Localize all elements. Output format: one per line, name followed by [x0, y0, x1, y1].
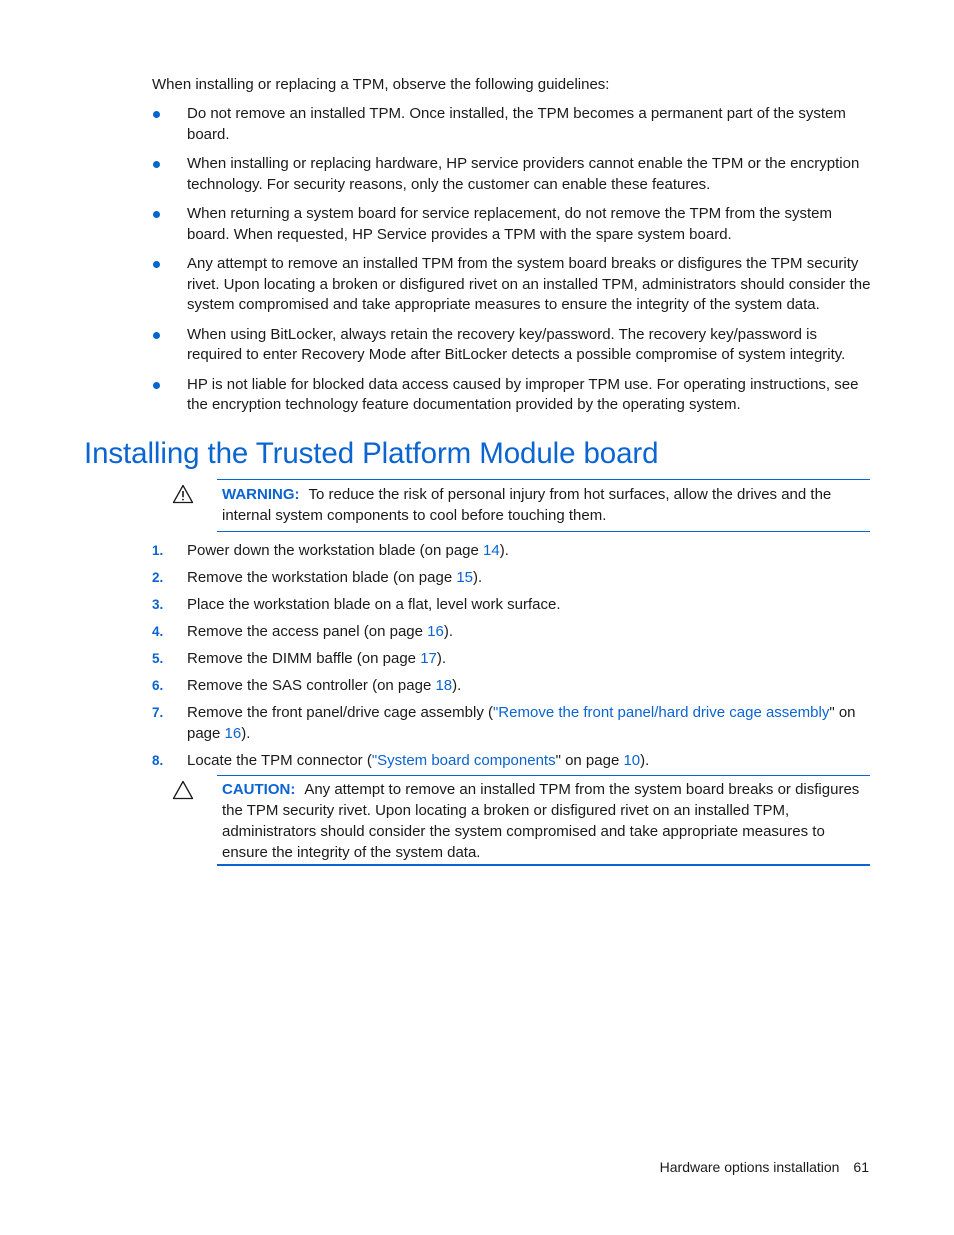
- page-link[interactable]: 16: [224, 725, 242, 742]
- step-item: [152, 567, 872, 588]
- step-text-end: ).: [436, 650, 447, 667]
- bullet-text: When returning a system board for service replacement, do not remove the TPM from the system board. When requested, HP Service provides a TPM with the spare system board.: [187, 205, 832, 243]
- step-text-end: ).: [640, 752, 650, 769]
- bullet-icon: [153, 382, 160, 389]
- guidelines-list: [152, 104, 872, 425]
- list-item: [152, 154, 872, 195]
- page-link[interactable]: 17: [420, 650, 437, 667]
- bullet-icon: [153, 332, 160, 339]
- bullet-icon: [153, 161, 160, 168]
- step-number: 5.: [152, 651, 164, 666]
- list-item: [152, 104, 872, 145]
- bullet-text: Do not remove an installed TPM. Once installed, the TPM becomes a permanent part of the system board.: [187, 105, 846, 143]
- procedure-steps: [152, 540, 872, 777]
- caution-label: CAUTION:: [222, 781, 296, 798]
- footer-section-title: Hardware options installation: [659, 1159, 840, 1175]
- step-text-end: ).: [241, 725, 251, 742]
- step-item: [152, 750, 872, 771]
- step-item: [152, 621, 872, 642]
- page-link[interactable]: 18: [435, 677, 453, 694]
- bullet-text: Any attempt to remove an installed TPM from the system board breaks or disfigures the TPM security rivet. Upon locating a broken or disfigured rivet on an installed TPM, administrators should consider the system compromised and take appropriate measures to ensure the integrity of the system data.: [187, 255, 871, 313]
- section-heading: Installing the Trusted Platform Module board: [84, 437, 659, 470]
- page-footer: [660, 1157, 869, 1177]
- step-item: [152, 648, 872, 669]
- step-text: Power down the workstation blade (on page: [187, 542, 484, 559]
- step-text: Locate the TPM connector (: [187, 752, 372, 769]
- step-text: Remove the access panel (on page: [187, 623, 428, 640]
- bullet-icon: [153, 111, 160, 118]
- caution-text: Any attempt to remove an installed TPM from the system board breaks or disfigures the TPM security rivet. Upon locating a broken or disfigured rivet on an installed TPM, administrators should consider the system compromised and take appropriate measures to ensure the integrity of the system data.: [222, 781, 860, 861]
- step-text-mid: " on page: [555, 752, 624, 769]
- step-text: Place the workstation blade on a flat, level work surface.: [187, 596, 561, 613]
- bullet-text: HP is not liable for blocked data access caused by improper TPM use. For operating instructions, see the encryption technology feature documentation provided by the operating system.: [187, 375, 859, 413]
- step-number: 8.: [152, 753, 164, 768]
- step-text-end: ).: [499, 542, 509, 559]
- page-link[interactable]: 15: [456, 569, 474, 586]
- page-link[interactable]: 10: [623, 752, 641, 769]
- warning-note: [217, 479, 870, 532]
- bullet-icon: [153, 261, 160, 268]
- warning-triangle-icon: [172, 484, 194, 504]
- step-number: 6.: [152, 678, 164, 693]
- list-item: [152, 254, 872, 316]
- step-item: [152, 675, 872, 696]
- caution-note: [217, 775, 870, 866]
- bullet-text: When installing or replacing hardware, HP service providers cannot enable the TPM or the encryption technology. For security reasons, only the customer can enable these features.: [187, 155, 860, 193]
- warning-label: WARNING:: [222, 486, 300, 503]
- list-item: [152, 204, 872, 245]
- step-text: Remove the DIMM baffle (on page: [187, 650, 421, 667]
- step-item: [152, 594, 872, 615]
- page-link[interactable]: 16: [427, 623, 444, 640]
- step-text-end: ).: [443, 623, 454, 640]
- step-text: Remove the SAS controller (on page: [187, 677, 436, 694]
- list-item: [152, 325, 872, 366]
- step-text: Remove the front panel/drive cage assembly (: [187, 704, 493, 721]
- bullet-icon: [153, 211, 160, 218]
- page-number: 61: [853, 1159, 869, 1175]
- step-text: Remove the workstation blade (on page: [187, 569, 457, 586]
- bullet-text: When using BitLocker, always retain the recovery key/password. The recovery key/password is required to enter Recovery Mode after BitLocker detects a possible compromise of system integrity.: [187, 325, 846, 363]
- step-text-end: ).: [452, 677, 462, 694]
- step-number: 7.: [152, 705, 164, 720]
- step-text-end: ).: [473, 569, 483, 586]
- caution-triangle-icon: [172, 780, 194, 800]
- step-number: 4.: [152, 624, 164, 639]
- cross-reference-link[interactable]: "System board components: [371, 752, 556, 769]
- intro-paragraph: When installing or replacing a TPM, observe the following guidelines:: [152, 76, 610, 93]
- step-number: 2.: [152, 570, 164, 585]
- step-text-mid: " on page: [187, 704, 856, 742]
- step-item: [152, 540, 872, 561]
- step-number: 1.: [152, 543, 164, 558]
- list-item: [152, 375, 872, 416]
- cross-reference-link[interactable]: "Remove the front panel/hard drive cage assembly: [492, 704, 830, 721]
- step-item: [152, 702, 872, 744]
- page-link[interactable]: 14: [483, 542, 500, 559]
- step-number: 3.: [152, 597, 164, 612]
- warning-text: To reduce the risk of personal injury from hot surfaces, allow the drives and the internal system components to cool before touching them.: [222, 486, 832, 524]
